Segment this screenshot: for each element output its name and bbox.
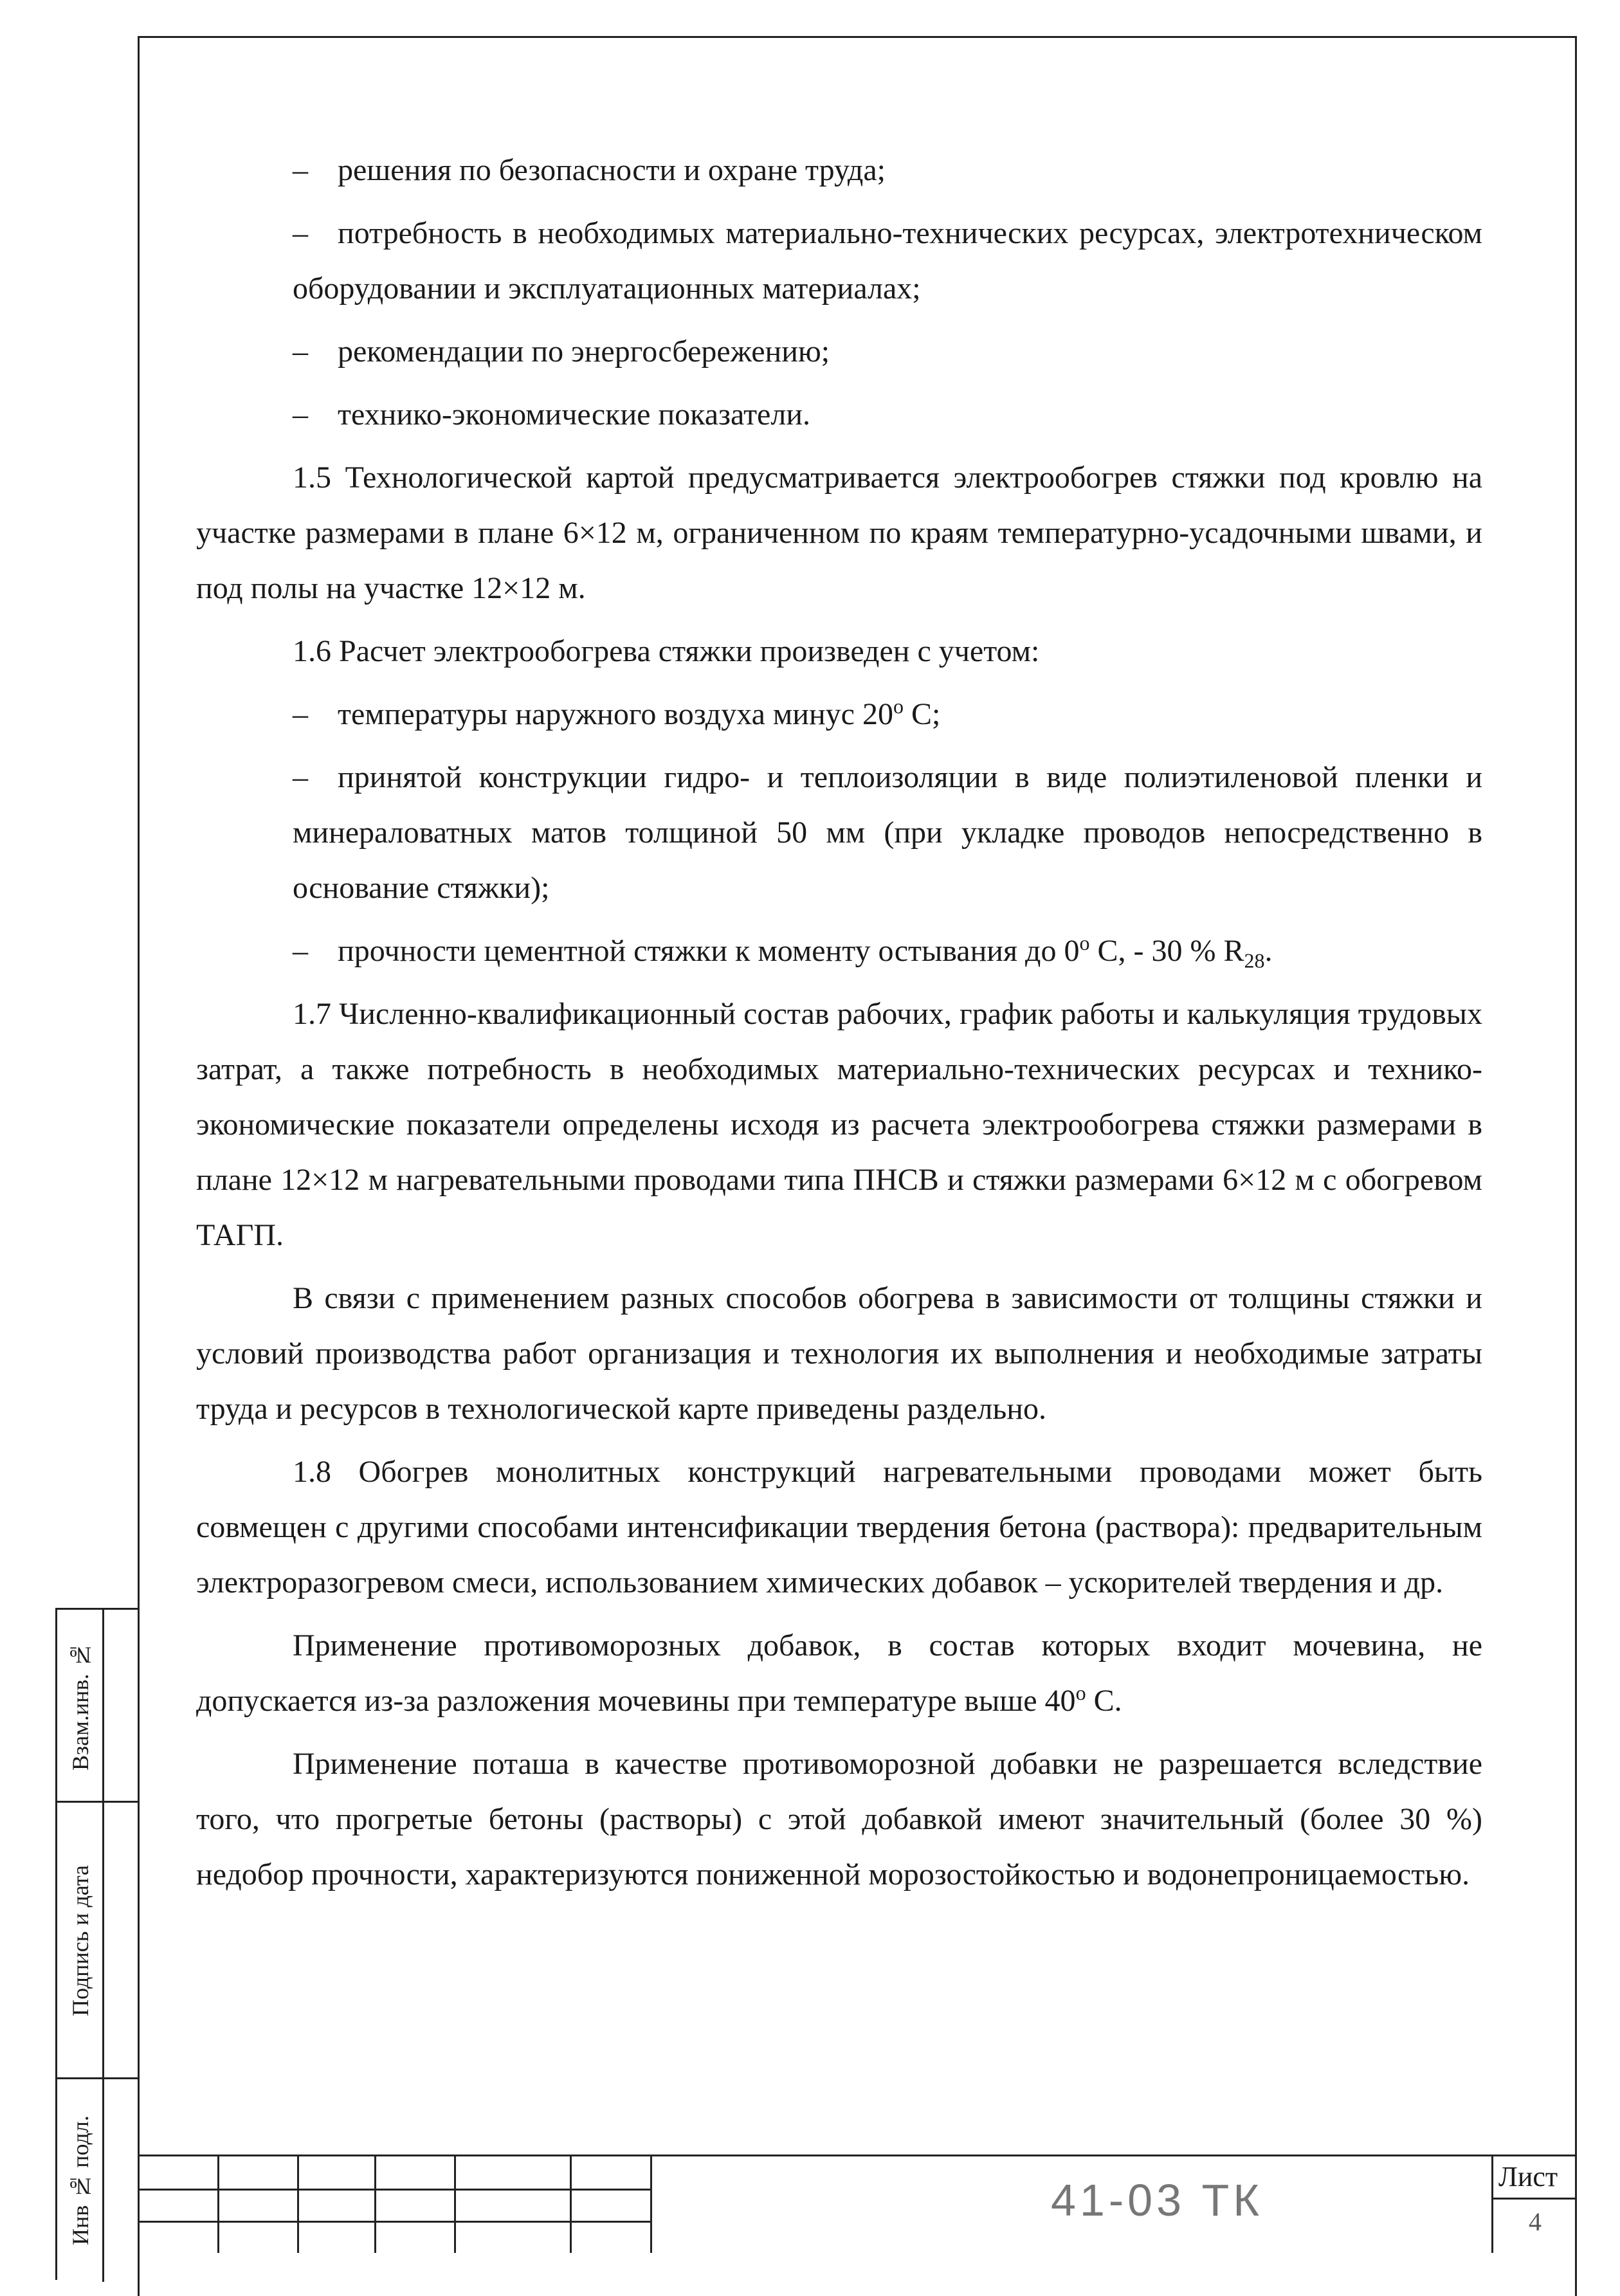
paragraph-urea: [196, 1618, 1482, 1729]
list-item: [196, 324, 1482, 379]
sheet-box: [1491, 2156, 1577, 2253]
list-item: [196, 143, 1482, 198]
paragraph-1-8: 1.8 Обогрев монолитных конструкций нагревательными проводами может быть совмещен с другими способами интенсификации твердения бетона (раствора): предварительным электроразогревом смеси, использованием химических добавок – ускорителей твердения и др.: [196, 1455, 1482, 1599]
degree-mark: o: [1079, 931, 1090, 954]
degree-mark: o: [1075, 1681, 1086, 1704]
dash-mark: –: [293, 760, 308, 794]
list-item-temperature: [196, 687, 1482, 742]
strength-text: прочности цементной стяжки к моменту остывания до 0: [338, 934, 1080, 968]
list-item-text: потребность в необходимых материально-технических ресурсах, электротехническом оборудовании и эксплуатационных материалах;: [293, 216, 1482, 305]
list-item-strength: [196, 924, 1482, 979]
paragraph-1-7: 1.7 Численно-квалификационный состав рабочих, график работы и калькуляция трудовых затрат, а также потребность в необходимых материально-технических ресурсах и технико-экономические показатели определены исходя из расчета электрообогрева стяжки размерами в плане 12×12 м нагревательными проводами типа ПНСВ и стяжки размерами 6×12 м с обогревом ТАГП.: [196, 997, 1482, 1252]
sheet-number: 4: [1529, 2207, 1542, 2236]
strength-end: .: [1264, 934, 1273, 968]
list-item-text: технико-экономические показатели.: [338, 397, 810, 432]
dash-mark: –: [293, 334, 308, 369]
dash-mark: –: [293, 397, 308, 432]
dash-mark: –: [293, 153, 308, 187]
list-item-insulation: [196, 750, 1482, 916]
temp-text: температуры наружного воздуха минус 20: [338, 697, 893, 731]
urea-text: Применение противоморозных добавок, в состав которых входит мочевина, не допускается из-за разложения мочевины при температуре выше 40: [196, 1628, 1482, 1718]
title-block-grid: [138, 2156, 652, 2253]
list-item-text: решения по безопасности и охране труда;: [338, 153, 886, 187]
paragraph-heating-methods: В связи с применением разных способов обогрева в зависимости от толщины стяжки и условий производства работ организация и технология их выполнения и необходимые затраты труда и ресурсов в технологической карте приведены раздельно.: [196, 1281, 1482, 1426]
list-item-text: принятой конструкции гидро- и теплоизоляции в виде полиэтиленовой пленки и минераловатных матов толщиной 50 мм (при укладке проводов непосредственно в основание стяжки);: [293, 760, 1482, 905]
degree-mark: o: [893, 695, 904, 718]
list-item: [196, 387, 1482, 442]
paragraph-1-6: 1.6 Расчет электрообогрева стяжки произведен с учетом:: [293, 634, 1040, 668]
dash-mark: –: [293, 697, 308, 731]
title-block: [138, 2155, 1577, 2253]
document-code: 41-03 ТК: [1051, 2175, 1264, 2225]
stamp-cell-replacement: [57, 1610, 138, 1803]
side-stamp: [55, 1608, 138, 2280]
paragraph-1-5: 1.5 Технологической картой предусматривается электрообогрев стяжки под кровлю на участке размерами в плане 6×12 м, ограниченном по краям температурно-усадочными швами, и под полы на участке 12×12 м.: [196, 460, 1482, 605]
strength-middle: С, - 30 % R: [1089, 934, 1244, 968]
stamp-label-inventory: Инв № подл.: [68, 2115, 93, 2246]
list-item-text: рекомендации по энергосбережению;: [338, 334, 830, 369]
sheet-label: Лист: [1498, 2161, 1558, 2192]
list-item: [196, 206, 1482, 316]
page-body: [196, 143, 1482, 1902]
paragraph-potash: Применение поташа в качестве противоморозной добавки не разрешается вследствие того, что прогретые бетоны (растворы) с этой добавкой имеют значительный (более 30 %) недобор прочности, характеризуются пониженной морозостойкостью и водонепроницаемостью.: [196, 1747, 1482, 1891]
urea-unit: С.: [1086, 1684, 1122, 1718]
temp-unit: С;: [903, 697, 941, 731]
stamp-cell-inventory: [57, 2079, 138, 2282]
stamp-label-signature: Подпись и дата: [68, 1865, 93, 2017]
dash-mark: –: [293, 216, 308, 250]
strength-subscript: 28: [1244, 949, 1265, 972]
dash-mark: –: [293, 934, 308, 968]
stamp-cell-signature: [57, 1803, 138, 2079]
stamp-label-replacement: Взам.инв. №: [68, 1642, 93, 1771]
